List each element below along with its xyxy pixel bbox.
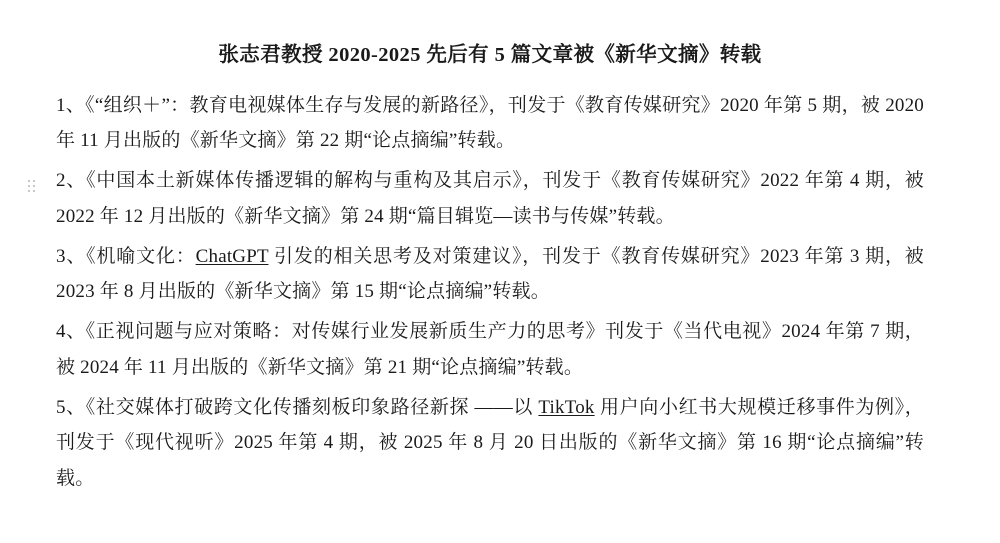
page-title: 张志君教授 2020-2025 先后有 5 篇文章被《新华文摘》转载 [218, 44, 762, 66]
paragraph-text: 2、《中国本土新媒体传播逻辑的解构与重构及其启示》，刊发于《教育传媒研究》2022 年第 4 期，被 2022 年 12 月出版的《新华文摘》第 24 期“篇目辑览—读书与传媒”转载。 [56, 170, 924, 227]
paragraph-item-2 [56, 163, 924, 234]
paragraph-text: 5、《社交媒体打破跨文化传播刻板印象路径新探 ——以 [56, 396, 539, 418]
paragraph-item-1 [56, 88, 924, 159]
paragraph-item-5 [56, 390, 924, 497]
paragraph-item-3 [56, 239, 924, 310]
paragraph-text: 4、《正视问题与应对策略：对传媒行业发展新质生产力的思考》刊发于《当代电视》2024 年第 7 期，被 2024 年 11 月出版的《新华文摘》第 21 期“论点摘编”转载。 [56, 321, 924, 378]
paragraph-text: 用户向小红书大规模迁移事件为例》，刊发于《现代视听》2025 年第 4 期，被 2025 年 8 月 20 日出版的《新华文摘》第 16 期“论点摘编”转载。 [56, 396, 925, 489]
paragraph-text: 1、《“组织＋”：教育电视媒体生存与发展的新路径》，刊发于《教育传媒研究》2020 年第 5 期，被 2020 年 11 月出版的《新华文摘》第 22 期“论点摘编”转载。 [56, 94, 924, 152]
paragraph-anchor-marker[interactable] [28, 180, 37, 194]
paragraph-text: 引发的相关思考及对策建议》，刊发于《教育传媒研究》2023 年第 3 期，被 2023 年 8 月出版的《新华文摘》第 15 期“论点摘编”转载。 [56, 245, 924, 303]
document-text-body [56, 40, 924, 497]
paragraph-text: 3、《机喻文化： [56, 245, 196, 267]
emphasis-underlined-text: TikTok [538, 396, 595, 418]
paragraph-item-4 [56, 314, 924, 385]
emphasis-underlined-text: ChatGPT [195, 245, 269, 267]
